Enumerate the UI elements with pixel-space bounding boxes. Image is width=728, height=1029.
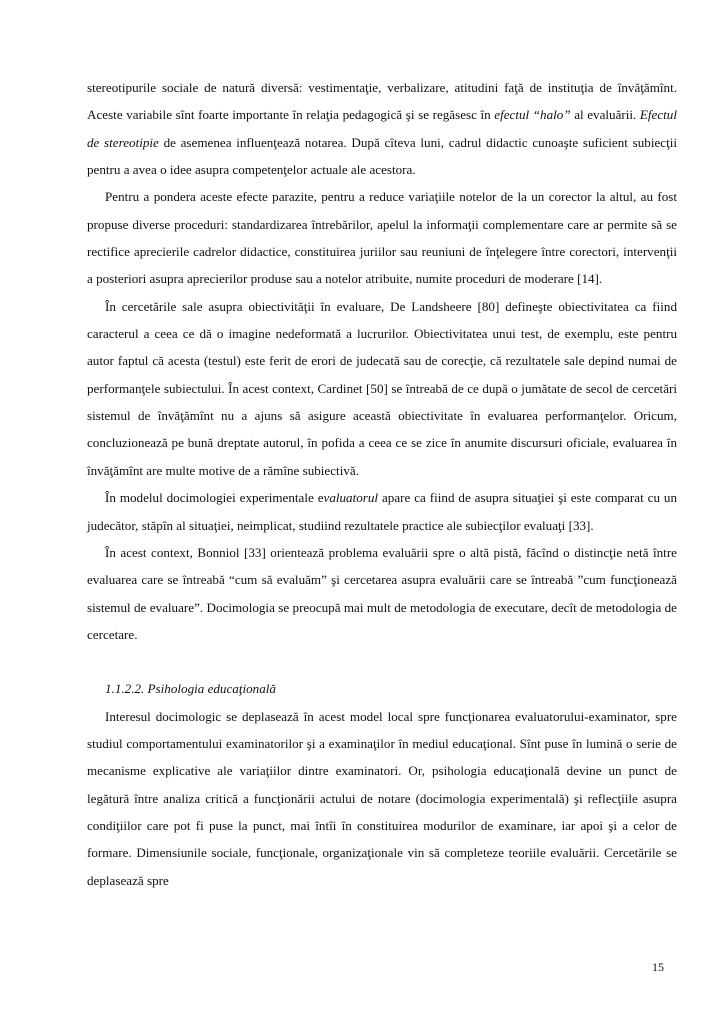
paragraph-text: al evaluării. xyxy=(570,107,640,123)
section-heading: 1.1.2.2. Psihologia educaţională xyxy=(105,681,276,697)
paragraph-bonniol: În acest context, Bonniol [33] orientează problema evaluării spre o altă pistă, făcînd o distincţie netă între evaluarea care se întreabă “cum să evaluăm” şi cercetarea asupra evaluării care se întreabă ”cum funcţionează sistemul de evaluare”. Docimologia se preocupă mai mult de metodologia de executare, decît de metodologia de cercetare. xyxy=(87,544,677,642)
paragraph-text: de asemenea influenţează notarea. După cîteva luni, cadrul didactic cunoaşte suficient subiecţii pentru a avea o idee asupra competenţelor actuale ale acestora. xyxy=(87,134,677,178)
paragraph-text: apare ca fiind de asupra situaţiei şi este comparat cu un judecător, stăpîn al situaţiei, neimplicat, studiind rezultatele practice ale subiecţilor evaluaţi [33]. xyxy=(87,490,677,533)
document-page xyxy=(87,74,677,894)
page-number: 15 xyxy=(652,960,664,974)
paragraph-objectivity: În cercetările sale asupra obiectivităţii în evaluare, De Landsheere [80] defineşte obiectivitatea ca fiind caracterul a ceea ce dă o imagine nedeformată a lucrurilor. Obiectivitatea unui test, de exemplu, este pentru autor faptul că acesta (testul) este ferit de erori de judecată sau de corecţie, că rezultatele sale depind numai de performanţele subiectului. În acest context, Cardinet [50] se întreabă de ce după o jumătate de secol de cercetări sistemul de învăţămînt nu a ajuns să asigure această obiectivitate în evaluarea performanţelor. Oricum, concluzionează pe bună dreptate autorul, în pofida a ceea ce se zice în anumite discursuri oficiale, evaluarea în învăţămînt are multe motive de a rămîne subiectivă. xyxy=(87,298,677,478)
paragraph-moderation: Pentru a pondera aceste efecte parazite, pentru a reduce variaţiile notelor de la un corector la altul, au fost propuse diverse proceduri: standardizarea întrebărilor, apelul la informaţii complementare care ar permite să se rectifice aprecierile cadrelor didactice, constituirea juriilor sau reuniuni de înţelegere între corectori, intervenţii a posteriori asupra aprecierilor produse sau a notelor atribuite, numite proceduri de moderare [14]. xyxy=(87,189,677,287)
paragraph-evaluator-model xyxy=(87,484,677,539)
paragraph-text: stereotipurile sociale de natură diversă: vestimentaţie, verbalizare, atitudini faţă de instituţia de învăţămînt. Aceste variabile sînt foarte importante în relaţia pedagogică şi se regăsesc în xyxy=(87,80,677,123)
emphasis-stereotype-effect: Efectul de stereotipie xyxy=(87,107,677,150)
paragraph-stereotypes xyxy=(87,74,677,183)
paragraph-educational-psychology: Interesul docimologic se deplasează în acest model local spre funcţionarea evaluatorului-examinator, spre studiul comportamentului examinatorilor şi a examinaţilor în mediul educaţional. Sînt puse în lumină o serie de mecanisme explicative ale variaţiilor dintre examinatori. Or, psihologia educaţională devine un punct de legătură între analiza critică a funcţionării actului de notare (docimologia experimentală) şi reflecţiile asupra condiţiilor care pot fi puse la punct, mai întîi în constituirea modurilor de examinare, iar apoi şi a celor de formare. Dimensiunile sociale, funcţionale, organizaţionale vin să completeze teoriile evaluării. Cercetările se deplasează spre xyxy=(87,708,677,888)
emphasis-halo-effect: efectul “halo” xyxy=(494,107,571,123)
paragraph-text: În modelul docimologiei experimentale e xyxy=(105,490,324,506)
emphasis-evaluator: valuatorul xyxy=(323,490,379,506)
